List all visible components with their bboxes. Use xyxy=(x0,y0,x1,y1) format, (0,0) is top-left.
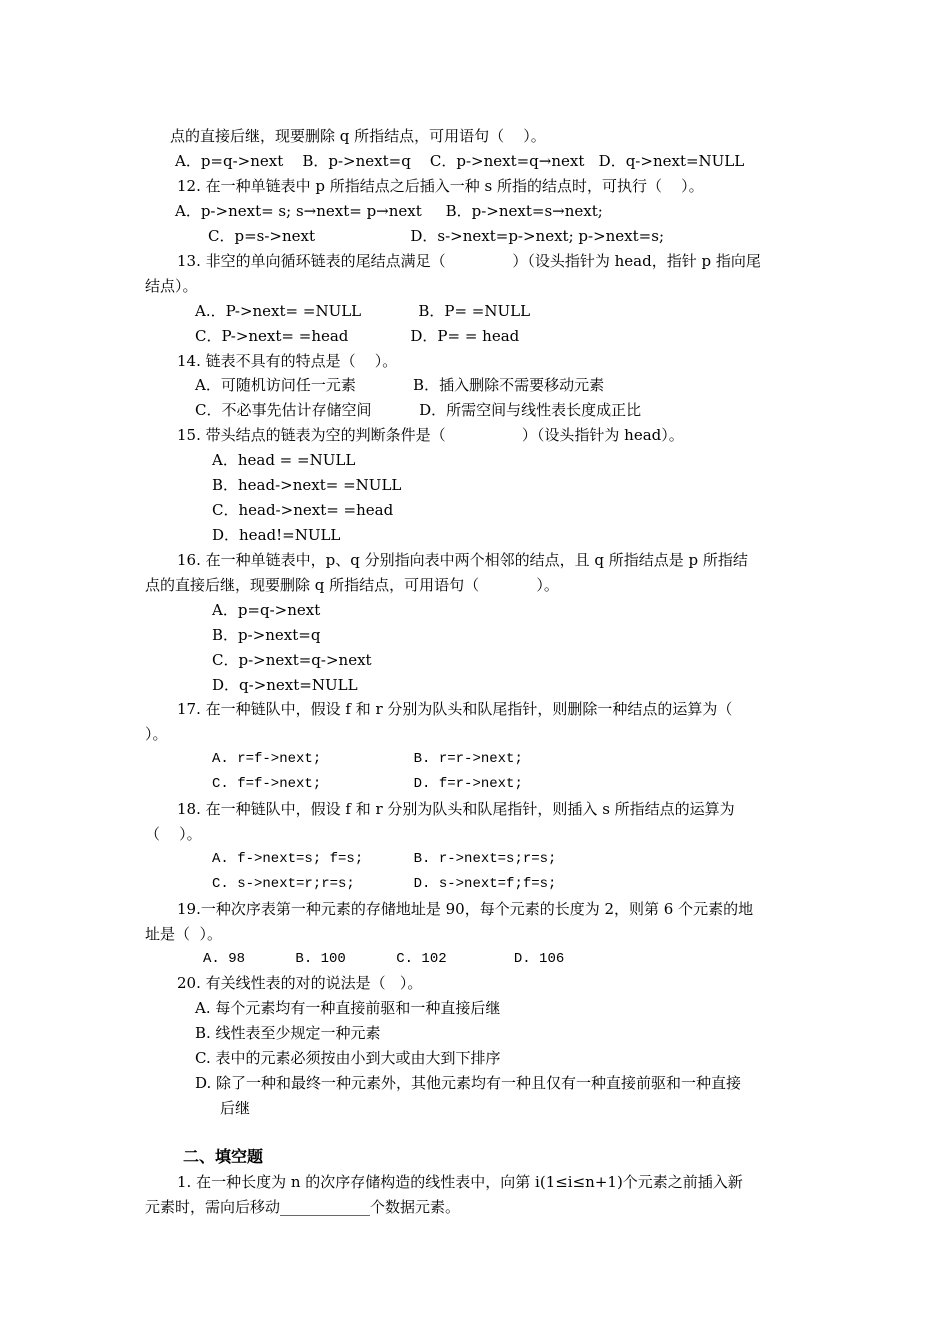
text-line: 17. 在一种链队中，假设 f 和 r 分别为队头和队尾指针，则删除一种结点的运算为（ xyxy=(177,700,733,718)
text-line: C. 表中的元素必须按由小到大或由大到下排序 xyxy=(195,1049,501,1067)
text-line: 12. 在一种单链表中 p 所指结点之后插入一种 s 所指的结点时，可执行（ ）。 xyxy=(177,177,704,195)
text-line: 点的直接后继，现要删除 q 所指结点，可用语句（ ）。 xyxy=(170,127,546,145)
text-line: A. f->next=s; f=s; B. r->next=s;r=s; xyxy=(212,851,557,867)
text-line: A. 每个元素均有一种直接前驱和一种直接后继 xyxy=(195,999,501,1017)
text-line: B. 线性表至少规定一种元素 xyxy=(195,1024,381,1042)
text-line: D. 除了一种和最终一种元素外，其他元素均有一种且仅有一种直接前驱和一种直接 xyxy=(195,1074,742,1092)
text-line: （ ）。 xyxy=(145,825,202,843)
text-line: 点的直接后继，现要删除 q 所指结点，可用语句（ ）。 xyxy=(145,576,559,594)
text-line: ）。 xyxy=(145,725,168,743)
text-line: 14. 链表不具有的特点是（ ）。 xyxy=(177,352,398,370)
text-line: C. f=f->next; D. f=r->next; xyxy=(212,776,523,792)
section-heading: 二、填空题 xyxy=(183,1147,264,1166)
text-line: C．head->next= =head xyxy=(212,501,394,519)
text-line: 15. 带头结点的链表为空的判断条件是（ ）（设头指针为 head）。 xyxy=(177,426,684,444)
text-line: 18. 在一种链队中，假设 f 和 r 分别为队头和队尾指针，则插入 s 所指结点的运算为 xyxy=(177,800,735,818)
text-line: C．p=s->next D．s->next=p->next; p->next=s; xyxy=(208,227,664,245)
text-line: 结点）。 xyxy=(145,277,198,295)
text-line: 址是（ ）。 xyxy=(145,925,223,943)
text-line: A.．P->next= =NULL B．P= =NULL xyxy=(195,302,531,320)
text-line: D．q->next=NULL xyxy=(212,676,358,694)
text-line: 元素时，需向后移动____________个数据元素。 xyxy=(145,1198,461,1216)
text-line: 20. 有关线性表的对的说法是（ ）。 xyxy=(177,974,423,992)
text-line: B．head->next= =NULL xyxy=(212,476,402,494)
text-line: C．P->next= =head D．P= = head xyxy=(195,327,520,345)
text-line: A. 98 B. 100 C. 102 D. 106 xyxy=(203,951,565,967)
text-line: C．p->next=q->next xyxy=(212,651,372,669)
text-line: A．p=q->next B．p->next=q C．p->next=q→next D．q->next=NULL xyxy=(175,152,745,170)
text-line: 16. 在一种单链表中，p、q 分别指向表中两个相邻的结点，且 q 所指结点是 p 所指结 xyxy=(177,551,748,569)
text-line: 后继 xyxy=(220,1099,251,1117)
text-line: 1. 在一种长度为 n 的次序存储构造的线性表中，向第 i(1≤i≤n+1)个元素之前插入新 xyxy=(177,1173,743,1191)
text-line: A．可随机访问任一元素 B．插入删除不需要移动元素 xyxy=(195,376,605,394)
text-line: 13. 非空的单向循环链表的尾结点满足（ ）（设头指针为 head，指针 p 指向尾 xyxy=(177,252,761,270)
text-line: C．不必事先估计存储空间 D．所需空间与线性表长度成正比 xyxy=(195,401,642,419)
text-line: D．head!=NULL xyxy=(212,526,341,544)
text-line: 19.一种次序表第一种元素的存储地址是 90，每个元素的长度为 2，则第 6 个元素的地 xyxy=(177,900,754,918)
text-line: A．head = =NULL xyxy=(212,451,356,469)
text-line: C. s->next=r;r=s; D. s->next=f;f=s; xyxy=(212,876,557,892)
text-line: A. r=f->next; B. r=r->next; xyxy=(212,751,523,767)
text-line: A．p=q->next xyxy=(212,601,321,619)
text-line: B．p->next=q xyxy=(212,626,321,644)
text-line: A．p->next= s; s→next= p→next B．p->next=s→next; xyxy=(175,202,603,220)
